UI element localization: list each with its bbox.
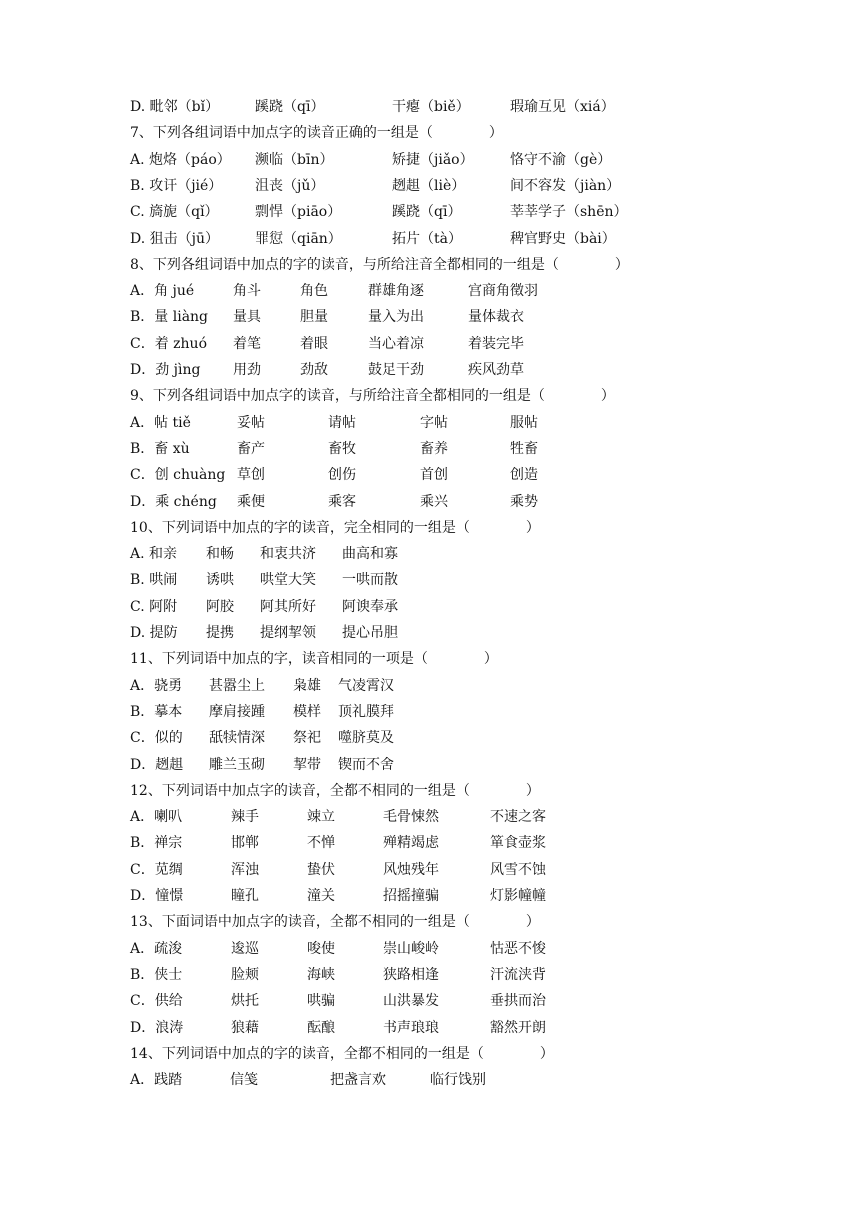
option-label: D. 狙击（jū） [130, 230, 219, 247]
option-word: 瞳孔 [231, 888, 259, 904]
option-word: 甚嚣尘上 [209, 677, 265, 694]
option-word: 莘莘学子（shēn） [510, 204, 628, 221]
option-word: 气凌霄汉 [338, 677, 394, 694]
option-word: 逡巡 [231, 940, 259, 957]
option-word: 毛骨悚然 [383, 809, 439, 826]
option-word: 当心着凉 [368, 335, 424, 352]
option-word: 垂拱而治 [490, 993, 546, 1010]
option-label: D. 提防 [130, 625, 178, 641]
option-word: 脸颊 [231, 966, 259, 983]
option-word: 疾风劲草 [468, 362, 524, 378]
option-word: 摩肩接踵 [209, 703, 265, 720]
option-word: 沮丧（jǔ） [255, 177, 325, 194]
option-word: 潼关 [307, 888, 335, 904]
option-word: 舐犊情深 [209, 730, 265, 747]
option-word: 乘势 [510, 493, 538, 510]
option-word: 着眼 [300, 335, 328, 352]
option-word: 提心吊胆 [342, 625, 398, 641]
option-label: A．践踏 [130, 1072, 183, 1089]
option-word: 怙恶不悛 [490, 940, 546, 957]
option-label: C．供给 [130, 993, 183, 1010]
option-word: 挈带 [293, 756, 321, 773]
option-label: B．量 liàng [130, 309, 209, 326]
option-word: 畜牧 [328, 440, 356, 457]
option-label: A．喇叭 [130, 809, 183, 826]
option-word: 酝酿 [307, 1019, 335, 1036]
option-word: 首创 [420, 467, 448, 484]
option-label: C．创 chuàng [130, 467, 226, 484]
question-text: 11、下列词语中加点的字，读音相同的一项是（ ） [130, 651, 498, 668]
option-word: 劲敌 [300, 362, 328, 378]
option-label: B．禅宗 [130, 835, 183, 852]
option-label: C. 旖旎（qǐ） [130, 204, 219, 221]
option-label: C．苋绸 [130, 861, 183, 878]
option-word: 和衷共济 [260, 546, 316, 563]
option-word: 畜产 [237, 440, 265, 457]
option-word: 和畅 [206, 546, 234, 563]
option-label: B．摹本 [130, 703, 183, 720]
option-label: A．骁勇 [130, 677, 183, 694]
option-word: 蹊跷（qī） [392, 204, 462, 221]
option-word: 祭祀 [293, 730, 321, 747]
option-label: D．乘 chéng [130, 493, 217, 510]
option-word: 量入为出 [368, 309, 424, 326]
option-word: 辣手 [231, 809, 259, 826]
option-word: 蹊跷（qī） [255, 99, 325, 115]
option-label: D．浪涛 [130, 1019, 184, 1036]
option-label: A．帖 tiě [130, 414, 191, 431]
option-word: 量具 [233, 309, 261, 326]
option-word: 竦立 [307, 809, 335, 826]
option-word: 草创 [237, 467, 265, 484]
option-word: 枭雄 [293, 677, 321, 694]
option-word: 狭路相逢 [383, 966, 439, 983]
option-word: 风烛残年 [383, 861, 439, 878]
option-word: 创伤 [328, 467, 356, 484]
option-word: 风雪不蚀 [490, 861, 546, 878]
option-word: 服帖 [510, 414, 538, 431]
option-word: 牲畜 [510, 440, 538, 457]
option-label: A．疏浚 [130, 940, 183, 957]
option-word: 趔趄（liè） [392, 177, 466, 194]
option-word: 唆使 [307, 940, 335, 957]
option-word: 阿谀奉承 [342, 598, 398, 615]
option-label: B．畜 xù [130, 440, 190, 457]
option-word: 不惮 [307, 835, 335, 852]
option-word: 畜养 [420, 440, 448, 457]
option-word: 书声琅琅 [383, 1019, 439, 1036]
option-word: 汗流浃背 [490, 966, 546, 983]
option-word: 罪愆（qiān） [255, 230, 342, 247]
option-word: 模样 [293, 703, 321, 720]
option-word: 灯影幢幢 [490, 888, 546, 904]
option-word: 干瘪（biě） [392, 99, 470, 115]
option-word: 创造 [510, 467, 538, 484]
option-word: 请帖 [328, 414, 356, 431]
option-label: D. 毗邻（bǐ） [130, 99, 220, 115]
option-label: A．角 jué [130, 283, 195, 300]
option-word: 胆量 [300, 309, 328, 326]
option-word: 角斗 [233, 283, 261, 300]
option-word: 顶礼膜拜 [338, 703, 394, 720]
option-word: 乘便 [237, 493, 265, 510]
option-word: 量体裁衣 [468, 309, 524, 326]
option-word: 提携 [206, 625, 234, 641]
option-word: 不速之客 [490, 809, 546, 826]
option-label: D．劲 jìng [130, 362, 201, 378]
option-word: 群雄角逐 [368, 283, 424, 300]
option-word: 稗官野史（bài） [510, 230, 616, 247]
option-label: B. 哄闹 [130, 572, 178, 589]
option-word: 拓片（tà） [392, 230, 462, 247]
option-word: 着装完毕 [468, 335, 524, 352]
option-label: C．着 zhuó [130, 335, 207, 352]
option-word: 乘兴 [420, 493, 448, 510]
option-word: 浑浊 [231, 861, 259, 878]
option-word: 锲而不舍 [338, 756, 394, 773]
option-word: 宫商角徵羽 [468, 283, 538, 300]
option-word: 角色 [300, 283, 328, 300]
option-label: C. 阿附 [130, 598, 178, 615]
option-word: 信笺 [230, 1072, 258, 1089]
option-word: 阿胶 [206, 598, 234, 615]
option-word: 山洪暴发 [383, 993, 439, 1010]
option-word: 海峡 [307, 966, 335, 983]
question-text: 10、下列词语中加点的字的读音，完全相同的一组是（ ） [130, 519, 540, 536]
option-label: D．憧憬 [130, 888, 184, 904]
option-word: 哄骗 [307, 993, 335, 1010]
option-word: 邯郸 [231, 835, 259, 852]
question-text: 12、下列词语中加点字的读音，全都不相同的一组是（ ） [130, 782, 540, 799]
option-word: 鼓足干劲 [368, 362, 424, 378]
option-word: 豁然开朗 [490, 1019, 546, 1036]
option-label: B. 攻讦（jié） [130, 177, 223, 194]
option-word: 蛰伏 [307, 861, 335, 878]
option-word: 矫捷（jiǎo） [392, 151, 474, 168]
option-word: 烘托 [231, 993, 259, 1010]
question-text: 8、下列各组词语中加点的字的读音，与所给注音全都相同的一组是（ ） [130, 256, 629, 273]
option-word: 濒临（bīn） [255, 151, 334, 168]
option-word: 崇山峻岭 [383, 940, 439, 957]
option-word: 招摇撞骗 [383, 888, 439, 904]
option-word: 着笔 [233, 335, 261, 352]
option-word: 阿其所好 [260, 598, 316, 615]
option-word: 曲高和寡 [342, 546, 398, 563]
option-word: 间不容发（jiàn） [510, 177, 621, 194]
question-text: 7、下列各组词语中加点字的读音正确的一组是（ ） [130, 125, 503, 142]
option-word: 提纲挈领 [260, 625, 316, 641]
option-label: A. 炮烙（páo） [130, 151, 231, 168]
option-label: B．侠士 [130, 966, 183, 983]
option-label: A. 和亲 [130, 546, 178, 563]
option-word: 字帖 [420, 414, 448, 431]
option-word: 一哄而散 [342, 572, 398, 589]
option-word: 哄堂大笑 [260, 572, 316, 589]
question-text: 13、下面词语中加点字的读音，全都不相同的一组是（ ） [130, 914, 540, 931]
option-word: 狼藉 [231, 1019, 259, 1036]
question-text: 14、下列词语中加点的字的读音，全都不相同的一组是（ ） [130, 1045, 554, 1062]
option-word: 用劲 [233, 362, 261, 378]
option-word: 诱哄 [206, 572, 234, 589]
option-word: 箪食壶浆 [490, 835, 546, 852]
option-word: 临行饯别 [430, 1072, 486, 1089]
option-word: 雕兰玉砌 [209, 756, 265, 773]
question-text: 9、下列各组词语中加点字的读音，与所给注音全都相同的一组是（ ） [130, 388, 615, 405]
option-label: D．趔趄 [130, 756, 184, 773]
option-label: C．似的 [130, 730, 183, 747]
option-word: 殚精竭虑 [383, 835, 439, 852]
option-word: 瑕瑜互见（xiá） [510, 99, 615, 115]
option-word: 恪守不渝（gè） [510, 151, 612, 168]
option-word: 噬脐莫及 [338, 730, 394, 747]
option-word: 妥帖 [237, 414, 265, 431]
option-word: 把盏言欢 [330, 1072, 386, 1089]
option-word: 剽悍（piāo） [255, 204, 342, 221]
option-word: 乘客 [328, 493, 356, 510]
